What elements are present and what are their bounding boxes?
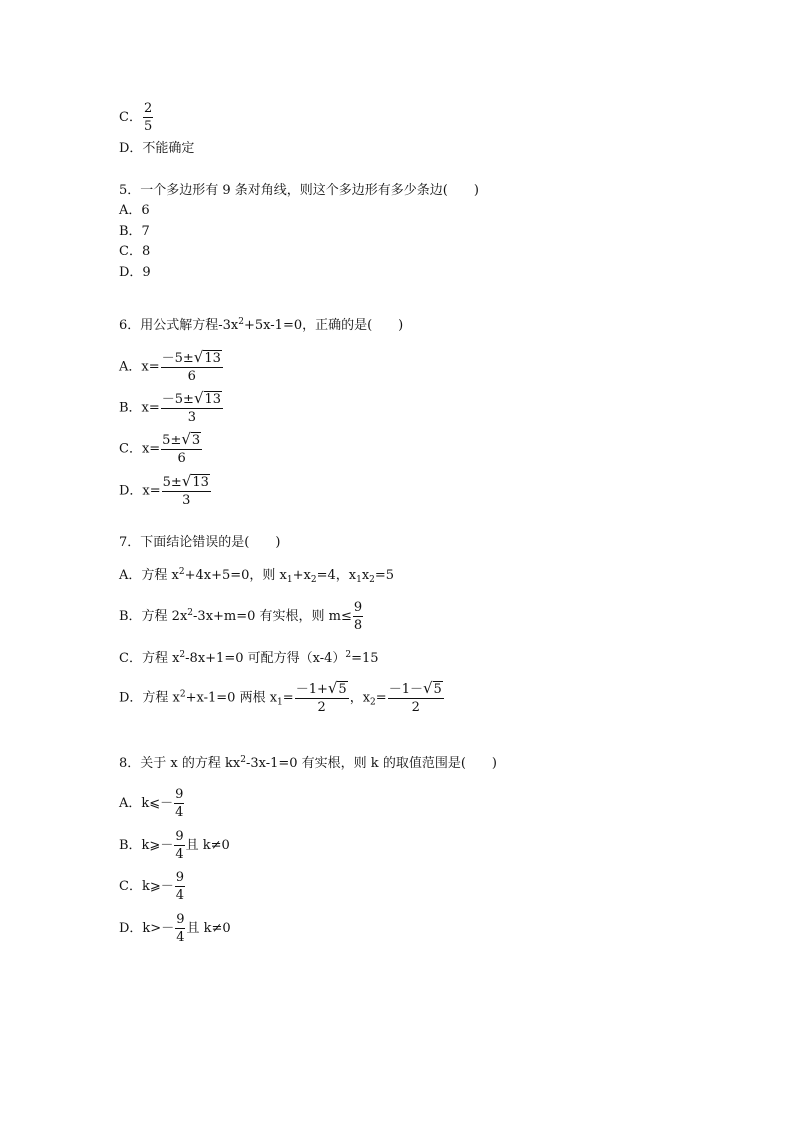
fraction: $\frac{9}{4}$ bbox=[175, 787, 184, 820]
fraction: $\frac{-5\pm√13}{3}$ bbox=[161, 389, 222, 425]
q7-option-b: B．方程 $2x^2-3x+m=0$ 有实根，则 m≤ $\frac{9}{8}$ bbox=[119, 600, 363, 633]
q6-option-c: C．x= $\frac{5\pm√3}{6}$ bbox=[119, 430, 201, 466]
fraction: $\frac{-1+√5}{2}$ bbox=[295, 679, 347, 715]
q5-option-a: A．6 bbox=[119, 203, 150, 218]
q5-option-d: D．9 bbox=[119, 265, 151, 280]
sqrt-symbol: √13 bbox=[193, 348, 221, 366]
q7-option-d: D．方程 $x^2+x-1=0$ 两根 $x_1=$ $\frac{-1+√5}{2}$ ，$x_2=$ $\frac{-1-√5}{2}$ bbox=[119, 679, 442, 715]
q8-option-b: B．k⩾－ $\frac{9}{4}$ 且 k≠0 bbox=[119, 829, 230, 862]
q8-option-a: A．k⩽－ $\frac{9}{4}$ bbox=[119, 787, 184, 820]
sqrt-symbol: √3 bbox=[181, 430, 201, 448]
q8-option-c: C．k⩾－ $\frac{9}{4}$ bbox=[119, 870, 184, 903]
q6-option-a: A．x= $\frac{-5\pm√13}{6}$ bbox=[119, 348, 221, 384]
fraction: $\frac{2}{5}$ bbox=[143, 101, 153, 134]
q8-stem: 8．关于 x 的方程 $kx^2-3x-1=0$ 有实根，则 k 的取值范围是( ) bbox=[119, 755, 497, 771]
fraction: $\frac{9}{4}$ bbox=[175, 829, 184, 862]
fraction: $\frac{9}{4}$ bbox=[176, 912, 185, 945]
sqrt-symbol: √13 bbox=[193, 389, 222, 407]
q6-stem: 6．用公式解方程$-3x^2+5x-1=0$，正确的是( ) bbox=[119, 317, 404, 333]
q6-option-b: B．x= $\frac{-5\pm√13}{3}$ bbox=[119, 389, 222, 425]
sqrt-symbol: √13 bbox=[181, 472, 209, 490]
q5-stem: 5．一个多边形有 9 条对角线，则这个多边形有多少条边( ) bbox=[119, 183, 479, 198]
sqrt-symbol: √5 bbox=[327, 679, 347, 697]
q5-option-c: C．8 bbox=[119, 244, 151, 259]
q6-option-d: D．x= $\frac{5\pm√13}{3}$ bbox=[119, 472, 209, 508]
fraction: $\frac{9}{4}$ bbox=[175, 870, 184, 903]
fraction: $\frac{5\pm√3}{6}$ bbox=[162, 430, 201, 466]
q5-option-b: B．7 bbox=[119, 224, 150, 239]
q8-option-d: D．k>－ $\frac{9}{4}$ 且 k≠0 bbox=[119, 912, 231, 945]
fraction: $\frac{-1-√5}{2}$ bbox=[388, 679, 442, 715]
fraction: $\frac{-5\pm√13}{6}$ bbox=[161, 348, 221, 384]
option-label: C． bbox=[119, 110, 142, 125]
fraction: $\frac{9}{8}$ bbox=[353, 600, 363, 633]
q7-option-c: C．方程 $x^2-8x+1=0$ 可配方得$(x-4)^2=15$ bbox=[119, 650, 379, 666]
q4-option-c bbox=[119, 100, 154, 135]
q7-option-a: A．方程 $x^2+4x+5=0$，则 $x_1+x_2=4$，$x_1x_2=5$ bbox=[119, 567, 395, 585]
q4-option-d: D．不能确定 bbox=[119, 141, 195, 156]
q7-stem: 7．下面结论错误的是( ) bbox=[119, 535, 281, 550]
sqrt-symbol: √5 bbox=[422, 679, 442, 697]
fraction: $\frac{5\pm√13}{3}$ bbox=[162, 472, 209, 508]
